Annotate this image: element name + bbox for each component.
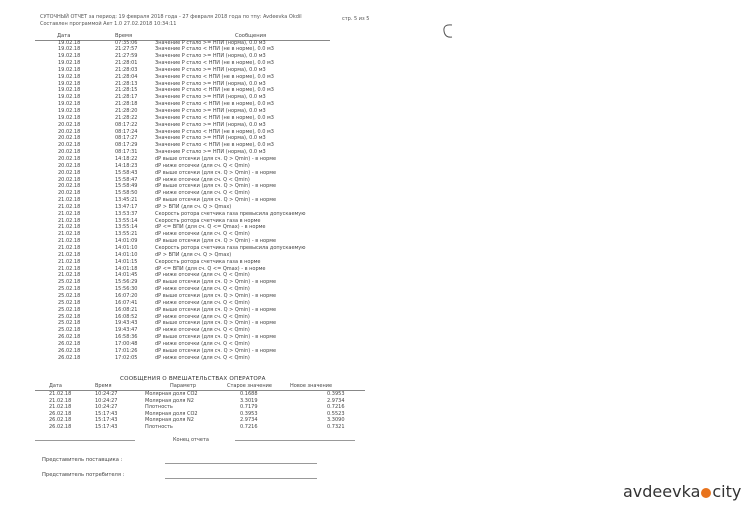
cell-message: Значение P стало < НПИ (не в норме), 0.0 м3 (155, 87, 274, 94)
table-row (35, 398, 365, 405)
table-row (35, 149, 335, 156)
cell-message: Скорость ротора счетчика газа в норме (155, 217, 261, 224)
table-row (35, 279, 335, 286)
cell-date: 21.02.18 (58, 217, 81, 224)
col-time: Время (115, 33, 133, 39)
table-row (35, 411, 365, 418)
cell-time: 21:27:59 (115, 53, 138, 60)
cell-date: 20.02.18 (58, 149, 81, 156)
cell-time: 21:28:04 (115, 73, 138, 80)
cell-message: dP ниже отсечки (для сч. Q < Qmin) (155, 286, 250, 293)
cell-date: 25.02.18 (58, 306, 81, 313)
cell-message: dP ниже отсечки (для сч. Q < Qmin) (155, 176, 250, 183)
cell-date: 25.02.18 (58, 320, 81, 327)
table-row (35, 101, 335, 108)
cell-date: 26.02.18 (58, 347, 81, 354)
brand-left: avdeevka (623, 482, 701, 501)
cell-message: Значение P стало >= НПИ (норма), 0.0 м3 (155, 66, 266, 73)
op-col-date: Дата (49, 383, 62, 389)
end-rule-left (35, 440, 135, 441)
cell-param: Плотность (145, 404, 173, 411)
table-row (35, 238, 335, 245)
table-row (35, 177, 335, 184)
table-row (35, 190, 335, 197)
cell-message: dP выше отсечки (для сч. Q > Qmin) - в норме (155, 197, 277, 204)
cell-old-value: 0.7179 (240, 404, 258, 411)
table-row (35, 129, 335, 136)
cell-time: 14:01:10 (115, 245, 138, 251)
cell-date: 21.02.18 (58, 197, 81, 204)
cell-time: 13:45:21 (115, 197, 138, 204)
cell-time: 08:17:29 (115, 142, 138, 149)
end-rule-right (235, 440, 355, 441)
cell-message: dP <= ВПИ (для сч. Q <= Qmax) - в норме (155, 224, 266, 231)
cell-message: dP ниже отсечки (для сч. Q < Qmin) (155, 327, 250, 334)
cell-time: 16:07:41 (115, 299, 138, 306)
consumer-signature-label: Представитель потребителя : (42, 472, 125, 478)
table-row (35, 266, 335, 273)
table-row (35, 94, 335, 101)
cell-time: 19:43:43 (115, 320, 138, 327)
table-row (35, 391, 365, 398)
cell-time: 13:55:21 (115, 231, 138, 238)
cell-message: Значение P стало >= НПИ (норма), 0.0 м3 (155, 39, 266, 46)
cell-new-value: 0.7216 (327, 404, 345, 411)
table-row (35, 293, 335, 300)
end-label: Конец отчета (173, 437, 209, 443)
cell-message: Значение P стало < НПИ (не в норме), 0.0 м3 (155, 60, 274, 67)
cell-message: dP выше отсечки (для сч. Q > Qmin) - в норме (155, 183, 277, 190)
cell-time: 21:28:22 (115, 114, 138, 121)
cell-message: dP выше отсечки (для сч. Q > Qmin) - в норме (155, 292, 277, 299)
table-row (35, 87, 335, 94)
cell-time: 21:27:57 (115, 46, 138, 53)
cell-date: 19.02.18 (58, 46, 81, 53)
cell-message: Значение P стало < НПИ (не в норме), 0.0 м3 (155, 101, 274, 108)
cell-new-value: 0.3953 (327, 391, 345, 397)
col-date: Дата (57, 33, 71, 39)
table-row (35, 334, 335, 341)
cell-time: 16:08:52 (115, 313, 138, 320)
operator-table-header (35, 383, 365, 391)
cell-message: dP ниже отсечки (для сч. Q < Qmin) (155, 313, 250, 320)
cell-time: 16:08:21 (115, 306, 138, 313)
cell-message: dP > ВПИ (для сч. Q > Qmax) (155, 203, 232, 210)
table-row (35, 40, 335, 47)
cell-new-value: 0.5523 (327, 410, 345, 417)
cell-time: 17:00:48 (115, 340, 138, 347)
cell-time: 07:35:06 (115, 39, 138, 46)
cell-message: dP ниже отсечки (для сч. Q < Qmin) (155, 272, 250, 279)
table-row (35, 211, 335, 218)
cell-time: 13:53:37 (115, 210, 138, 217)
cell-message: Значение P стало >= НПИ (норма), 0.0 м3 (155, 53, 266, 60)
cell-date: 26.02.18 (49, 417, 72, 424)
table-row (35, 314, 335, 321)
cell-date: 19.02.18 (58, 73, 81, 80)
cell-message: dP <= ВПИ (для сч. Q <= Qmax) - в норме (155, 265, 266, 272)
cell-time: 15:58:50 (115, 190, 138, 197)
cell-new-value: 2.9734 (327, 397, 345, 404)
cell-time: 21:28:17 (115, 94, 138, 101)
table-row (35, 197, 335, 204)
cell-date: 25.02.18 (58, 313, 81, 320)
cell-time: 15:56:29 (115, 279, 138, 286)
table-row (35, 348, 335, 355)
cell-message: dP выше отсечки (для сч. Q > Qmin) - в норме (155, 238, 277, 245)
cell-date: 20.02.18 (58, 121, 81, 128)
table-row (35, 286, 335, 293)
end-of-report (35, 437, 355, 443)
cell-date: 21.02.18 (58, 272, 81, 279)
cell-time: 15:17:43 (95, 410, 118, 417)
cell-message: dP выше отсечки (для сч. Q > Qmin) - в норме (155, 334, 277, 341)
table-row (35, 355, 335, 362)
cell-time: 13:55:14 (115, 217, 138, 224)
table-row (35, 53, 335, 60)
cell-date: 20.02.18 (58, 162, 81, 169)
cell-message: dP выше отсечки (для сч. Q > Qmin) - в норме (155, 279, 277, 286)
cell-date: 20.02.18 (58, 128, 81, 135)
cell-message: Скорость ротора счетчика газа превысила допускаемую (155, 245, 306, 251)
table-row (35, 142, 335, 149)
cell-date: 26.02.18 (58, 334, 81, 341)
op-col-param: Параметр (170, 383, 196, 389)
cell-date: 25.02.18 (58, 327, 81, 334)
cell-time: 10:24:27 (95, 391, 118, 397)
cell-message: dP ниже отсечки (для сч. Q < Qmin) (155, 231, 250, 238)
table-row (35, 204, 335, 211)
cell-message: Скорость ротора счетчика газа в норме (155, 258, 261, 265)
cell-time: 16:58:36 (115, 334, 138, 341)
cell-date: 19.02.18 (58, 101, 81, 108)
supplier-signature-label: Представитель поставщика : (42, 457, 123, 463)
table-row (35, 252, 335, 259)
cell-time: 08:17:22 (115, 121, 138, 128)
cell-time: 21:28:20 (115, 108, 138, 114)
cell-time: 15:56:30 (115, 286, 138, 293)
brand-watermark (623, 482, 741, 501)
cell-message: Значение P стало >= НПИ (норма), 0.0 м3 (155, 94, 266, 101)
cell-old-value: 0.7216 (240, 424, 258, 430)
cell-time: 14:01:10 (115, 251, 138, 258)
table-row (35, 341, 335, 348)
cell-date: 19.02.18 (58, 39, 81, 46)
cell-date: 21.02.18 (58, 231, 81, 238)
cell-old-value: 3.3019 (240, 397, 258, 404)
cell-time: 08:17:31 (115, 149, 138, 156)
cell-time: 14:01:15 (115, 258, 138, 265)
cell-date: 26.02.18 (58, 340, 81, 347)
cell-date: 20.02.18 (58, 155, 81, 162)
cell-time: 17:01:26 (115, 347, 138, 354)
cell-time: 10:24:27 (95, 397, 118, 404)
table-row (35, 327, 335, 334)
cell-time: 19:43:47 (115, 327, 138, 334)
table-row (35, 300, 335, 307)
supplier-signature-line (165, 463, 317, 464)
cell-message: Значение P стало >= НПИ (норма), 0.0 м3 (155, 108, 266, 114)
cell-message: Скорость ротора счетчика газа превысила допускаемую (155, 210, 306, 217)
table-row (35, 67, 335, 74)
cell-date: 21.02.18 (58, 224, 81, 231)
cell-time: 21:28:13 (115, 80, 138, 87)
cell-date: 21.02.18 (49, 391, 72, 397)
cell-message: dP ниже отсечки (для сч. Q < Qmin) (155, 299, 250, 306)
table-row (35, 231, 335, 238)
cell-time: 21:28:01 (115, 60, 138, 67)
cell-date: 21.02.18 (49, 397, 72, 404)
table-row (35, 74, 335, 81)
cell-date: 21.02.18 (58, 203, 81, 210)
table-row (35, 60, 335, 67)
cell-param: Молярная доля CO2 (145, 410, 198, 417)
cell-message: dP выше отсечки (для сч. Q > Qmin) - в норме (155, 169, 277, 176)
cell-time: 15:58:47 (115, 176, 138, 183)
cell-date: 19.02.18 (58, 66, 81, 73)
operator-section-title: СООБЩЕНИЯ О ВМЕШАТЕЛЬСТВАХ ОПЕРАТОРА (120, 376, 266, 382)
cell-message: Значение P стало >= НПИ (норма), 0.0 м3 (155, 80, 266, 87)
cell-date: 21.02.18 (58, 210, 81, 217)
cell-message: dP выше отсечки (для сч. Q > Qmin) - в норме (155, 155, 277, 162)
cell-new-value: 0.7321 (327, 424, 345, 430)
cell-new-value: 3.3090 (327, 417, 345, 424)
cell-date: 21.02.18 (58, 265, 81, 272)
table-row (35, 404, 365, 411)
cell-message: Значение P стало < НПИ (не в норме), 0.0 м3 (155, 128, 274, 135)
cell-time: 21:28:03 (115, 66, 138, 73)
page-number: стр. 5 из 5 (342, 16, 370, 22)
table-row (35, 424, 365, 431)
cell-message: Значение P стало < НПИ (не в норме), 0.0 м3 (155, 46, 274, 53)
cell-time: 08:17:27 (115, 135, 138, 142)
cell-date: 25.02.18 (58, 299, 81, 306)
table-row (35, 170, 335, 177)
cell-message: Значение P стало < НПИ (не в норме), 0.0 м3 (155, 114, 274, 121)
cell-date: 21.02.18 (49, 404, 72, 411)
cell-date: 21.02.18 (58, 258, 81, 265)
cell-param: Молярная доля N2 (145, 397, 194, 404)
cell-param: Плотность (145, 424, 173, 430)
report-generated-by: Составлен программой Ает 1.0 27.02.2018 10:34:11 (40, 21, 177, 27)
cell-time: 16:07:20 (115, 292, 138, 299)
cell-date: 26.02.18 (58, 354, 81, 361)
cell-date: 19.02.18 (58, 60, 81, 67)
cell-date: 21.02.18 (58, 245, 81, 251)
report-title: СУТОЧНЫЙ ОТЧЕТ за период: 19 февраля 2018 года - 27 февраля 2018 года по тпу: Avdeevka Okdil (40, 14, 302, 20)
table-row (35, 307, 335, 314)
cell-message: Значение P стало < НПИ (не в норме), 0.0 м3 (155, 73, 274, 80)
cell-date: 19.02.18 (58, 114, 81, 121)
cell-date: 19.02.18 (58, 94, 81, 101)
table-row (35, 163, 335, 170)
cell-date: 20.02.18 (58, 135, 81, 142)
cell-date: 20.02.18 (58, 169, 81, 176)
cell-message: dP выше отсечки (для сч. Q > Qmin) - в норме (155, 347, 277, 354)
cell-time: 13:55:14 (115, 224, 138, 231)
cell-time: 10:24:27 (95, 404, 118, 411)
table-row (35, 115, 335, 122)
cell-time: 17:02:05 (115, 354, 138, 361)
cell-date: 20.02.18 (58, 176, 81, 183)
cell-date: 19.02.18 (58, 87, 81, 94)
corner-mark-icon (441, 22, 455, 40)
cell-time: 15:58:49 (115, 183, 138, 190)
cell-param: Молярная доля N2 (145, 417, 194, 424)
cell-date: 20.02.18 (58, 190, 81, 197)
table-row (35, 135, 335, 142)
cell-message: dP > ВПИ (для сч. Q > Qmax) (155, 251, 232, 258)
col-message: Сообщения (235, 33, 267, 39)
brand-dot-icon (701, 488, 711, 498)
cell-message: Значение P стало < НПИ (не в норме), 0.0 м3 (155, 142, 274, 149)
cell-old-value: 0.1688 (240, 391, 258, 397)
cell-time: 15:17:43 (95, 424, 118, 430)
cell-time: 15:58:43 (115, 169, 138, 176)
cell-date: 19.02.18 (58, 53, 81, 60)
table-row (35, 272, 335, 279)
cell-time: 14:01:09 (115, 238, 138, 245)
cell-message: dP выше отсечки (для сч. Q > Qmin) - в норме (155, 320, 277, 327)
cell-date: 21.02.18 (58, 251, 81, 258)
table-row (35, 183, 335, 190)
cell-time: 08:17:24 (115, 128, 138, 135)
cell-old-value: 0.3953 (240, 410, 258, 417)
table-row (35, 259, 335, 266)
cell-time: 14:18:22 (115, 155, 138, 162)
cell-time: 15:17:43 (95, 417, 118, 424)
cell-old-value: 2.9734 (240, 417, 258, 424)
cell-date: 19.02.18 (58, 108, 81, 114)
table-row (35, 108, 335, 115)
op-col-new: Новое значение (290, 383, 333, 389)
cell-time: 14:18:23 (115, 162, 138, 169)
cell-time: 14:01:45 (115, 272, 138, 279)
cell-message: dP выше отсечки (для сч. Q > Qmin) - в норме (155, 306, 277, 313)
table-row (35, 224, 335, 231)
cell-message: Значение P стало >= НПИ (норма), 0.0 м3 (155, 135, 266, 142)
consumer-signature-line (165, 478, 317, 479)
cell-time: 13:47:17 (115, 203, 138, 210)
cell-message: dP ниже отсечки (для сч. Q < Qmin) (155, 162, 250, 169)
cell-date: 25.02.18 (58, 279, 81, 286)
op-col-old: Старое значение (227, 383, 272, 389)
table-row (35, 417, 365, 424)
table-row (35, 245, 335, 252)
cell-message: dP ниже отсечки (для сч. Q < Qmin) (155, 190, 250, 197)
table-row (35, 122, 335, 129)
cell-message: Значение P стало >= НПИ (норма), 0.0 м3 (155, 121, 266, 128)
table-row (35, 218, 335, 225)
cell-message: Значение P стало >= НПИ (норма), 0.0 м3 (155, 149, 266, 156)
cell-time: 14:01:18 (115, 265, 138, 272)
cell-time: 21:28:18 (115, 101, 138, 108)
table-row (35, 156, 335, 163)
cell-time: 21:28:15 (115, 87, 138, 94)
cell-date: 25.02.18 (58, 286, 81, 293)
cell-message: dP ниже отсечки (для сч. Q < Qmin) (155, 340, 250, 347)
brand-right: city (712, 482, 742, 501)
table-row (35, 320, 335, 327)
cell-date: 19.02.18 (58, 80, 81, 87)
cell-date: 26.02.18 (49, 410, 72, 417)
cell-date: 25.02.18 (58, 292, 81, 299)
cell-date: 26.02.18 (49, 424, 72, 430)
cell-date: 21.02.18 (58, 238, 81, 245)
cell-param: Молярная доля CO2 (145, 391, 198, 397)
op-col-time: Время (95, 383, 112, 389)
table-row (35, 46, 335, 53)
cell-date: 20.02.18 (58, 183, 81, 190)
table-row (35, 81, 335, 88)
cell-date: 20.02.18 (58, 142, 81, 149)
cell-message: dP ниже отсечки (для сч. Q < Qmin) (155, 354, 250, 361)
